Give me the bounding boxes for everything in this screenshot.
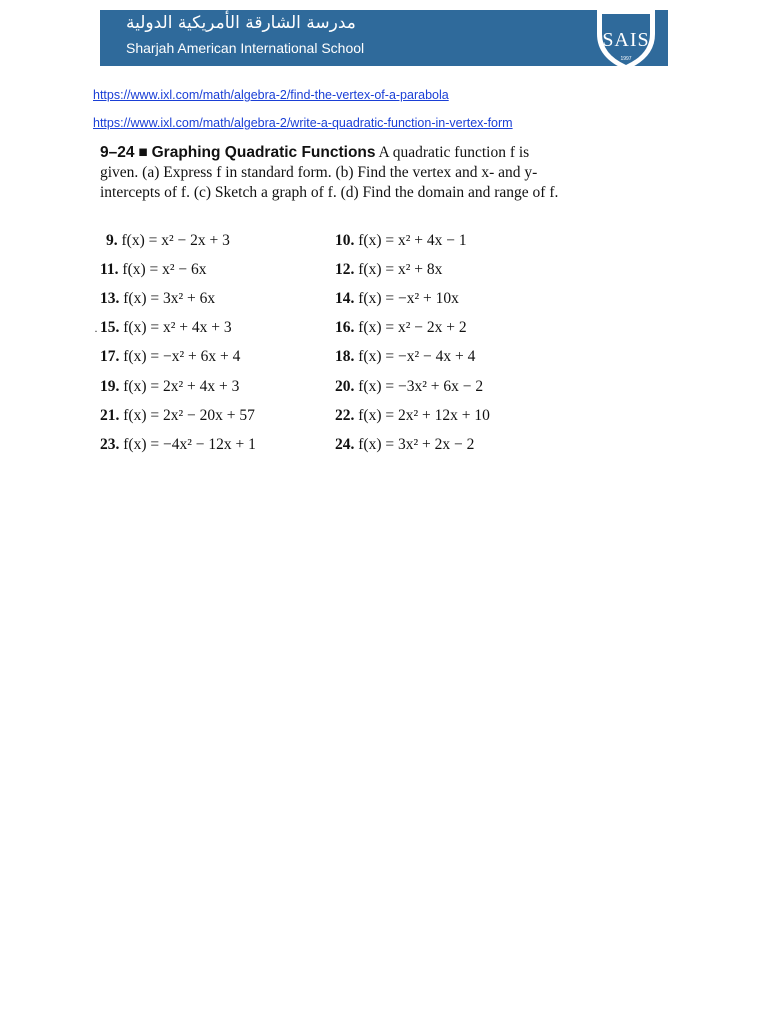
problem-item: 19. f(x) = 2x² + 4x + 3 [100,378,240,395]
link-find-vertex[interactable]: https://www.ixl.com/math/algebra-2/find-the-vertex-of-a-parabola [93,88,449,102]
problem-item: 12. f(x) = x² + 8x [335,261,443,278]
problem-item: 15. f(x) = x² + 4x + 3 [100,319,232,336]
school-header-banner [100,10,668,66]
logo-year: 1997 [620,56,632,62]
school-logo-shield-icon [591,10,661,70]
problem-item: 21. f(x) = 2x² − 20x + 57 [100,407,255,424]
link-vertex-form[interactable]: https://www.ixl.com/math/algebra-2/write-a-quadratic-function-in-vertex-form [93,116,513,130]
school-name-english: Sharjah American International School [126,40,365,56]
problem-item: 22. f(x) = 2x² + 12x + 10 [335,407,490,424]
problem-item: 9. f(x) = x² − 2x + 3 [106,232,230,249]
problem-item: 20. f(x) = −3x² + 6x − 2 [335,378,484,395]
problem-item: 24. f(x) = 3x² + 2x − 2 [335,436,475,453]
exercise-instructions: A quadratic function f is given. (a) Express f in standard form. (b) Find the vertex and x- and y-intercepts of f. (c) Sketch a graph of f. (d) Find the domain and range of f. [100,144,559,201]
problem-item: 23. f(x) = −4x² − 12x + 1 [100,436,256,453]
margin-mark: · [94,324,98,338]
square-bullet-icon: ■ [138,144,148,161]
problem-item: 11. f(x) = x² − 6x [100,261,207,278]
problem-item: 17. f(x) = −x² + 6x + 4 [100,348,241,365]
problem-item: 14. f(x) = −x² + 10x [335,290,459,307]
problem-item: 10. f(x) = x² + 4x − 1 [335,232,467,249]
problem-item: 13. f(x) = 3x² + 6x [100,290,216,307]
problem-item: 16. f(x) = x² − 2x + 2 [335,319,467,336]
exercise-range: 9–24 [100,144,135,161]
school-name-arabic: مدرسة الشارقة الأمريكية الدولية [126,13,356,33]
exercise-heading [100,143,570,203]
problem-item: 18. f(x) = −x² − 4x + 4 [335,348,476,365]
exercise-title: Graphing Quadratic Functions [151,144,376,161]
logo-text: SAIS [602,29,650,51]
